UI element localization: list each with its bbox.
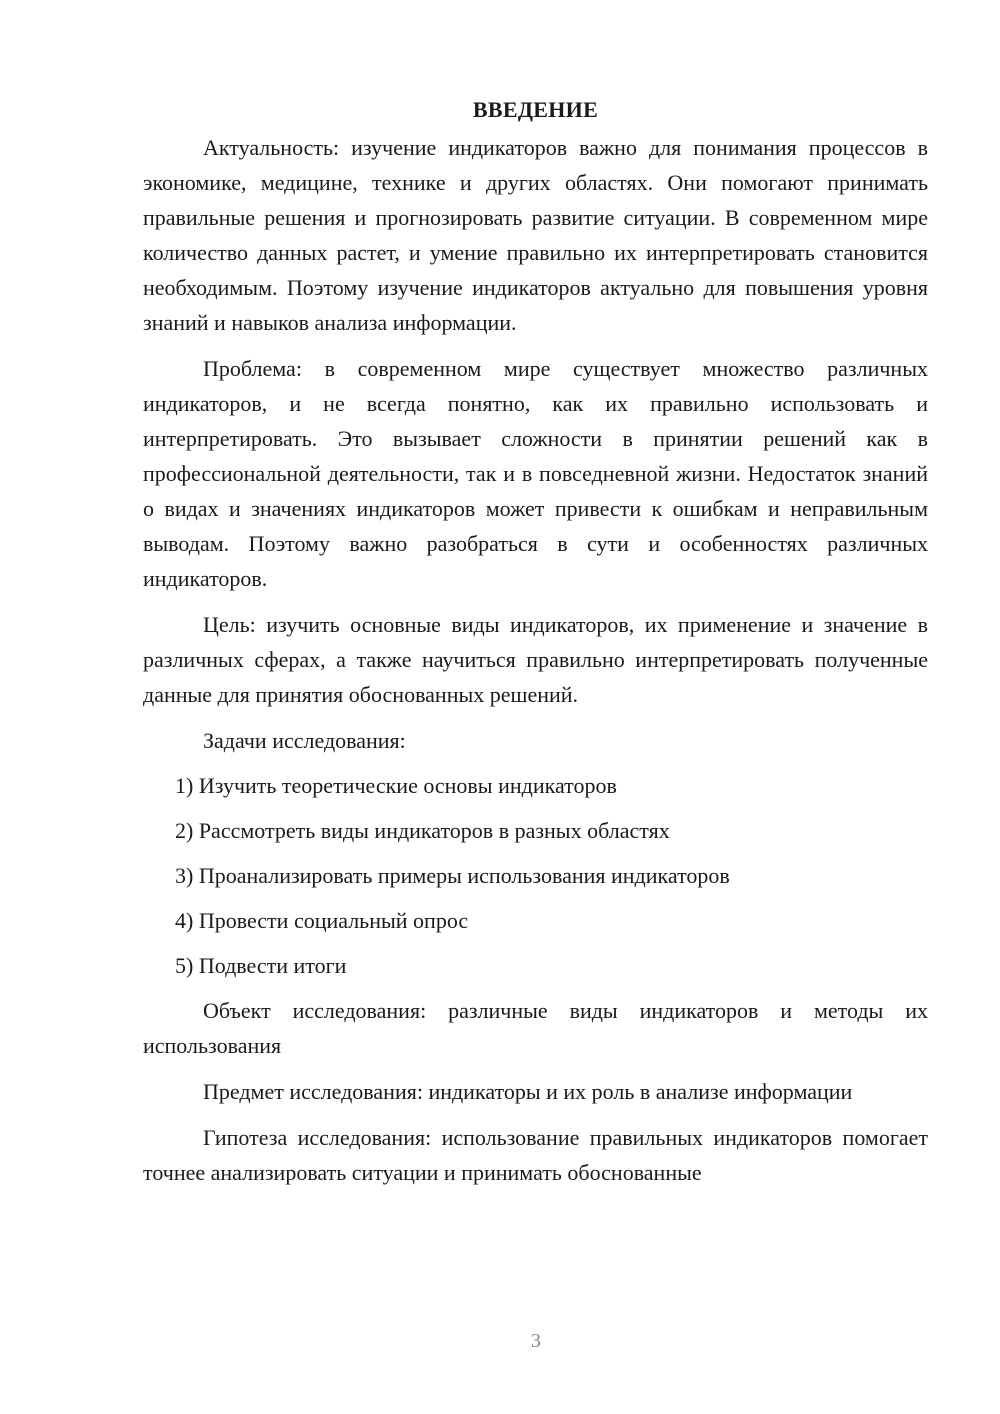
task-item: 4) Провести социальный опрос (175, 908, 469, 933)
task-item: 5) Подвести итоги (175, 953, 347, 978)
relevance-paragraph: Актуальность: изучение индикаторов важно для понимания процессов в экономике, медицине, технике и других областях. Они помогают принимать правильные решения и прогнозировать развитие ситуации. В современном мире количество данных растет, и умение правильно их интерпретировать становится необходимым. Поэтому изучение индикаторов актуально для повышения уровня знаний и навыков анализа информации. (143, 135, 928, 335)
page-number: 3 (531, 1330, 541, 1352)
object-paragraph: Объект исследования: различные виды индикаторов и методы их использования (143, 998, 928, 1058)
task-item: 3) Проанализировать примеры использования индикаторов (175, 863, 730, 888)
tasks-heading: Задачи исследования: (203, 728, 406, 753)
problem-paragraph: Проблема: в современном мире существует множество различных индикаторов, и не всегда понятно, как их правильно использовать и интерпретировать. Это вызывает сложности в принятии решений как в профессиональной деятельности, так и в повседневной жизни. Недостаток знаний о видах и значениях индикаторов может привести к ошибкам и неправильным выводам. Поэтому важно разобраться в сути и особенностях различных индикаторов. (143, 356, 928, 591)
goal-paragraph: Цель: изучить основные виды индикаторов, их применение и значение в различных сферах, а также научиться правильно интерпретировать полученные данные для принятия обоснованных решений. (143, 612, 928, 707)
document-page (143, 90, 928, 1201)
task-item: 2) Рассмотреть виды индикаторов в разных областях (175, 818, 670, 843)
hypothesis-paragraph: Гипотеза исследования: использование правильных индикаторов помогает точнее анализировать ситуации и принимать обоснованные (143, 1125, 928, 1185)
tasks-list (143, 768, 928, 983)
page-title: ВВЕДЕНИЕ (472, 97, 599, 122)
task-item: 1) Изучить теоретические основы индикаторов (175, 773, 617, 798)
subject-paragraph: Предмет исследования: индикаторы и их роль в анализе информации (203, 1079, 853, 1104)
